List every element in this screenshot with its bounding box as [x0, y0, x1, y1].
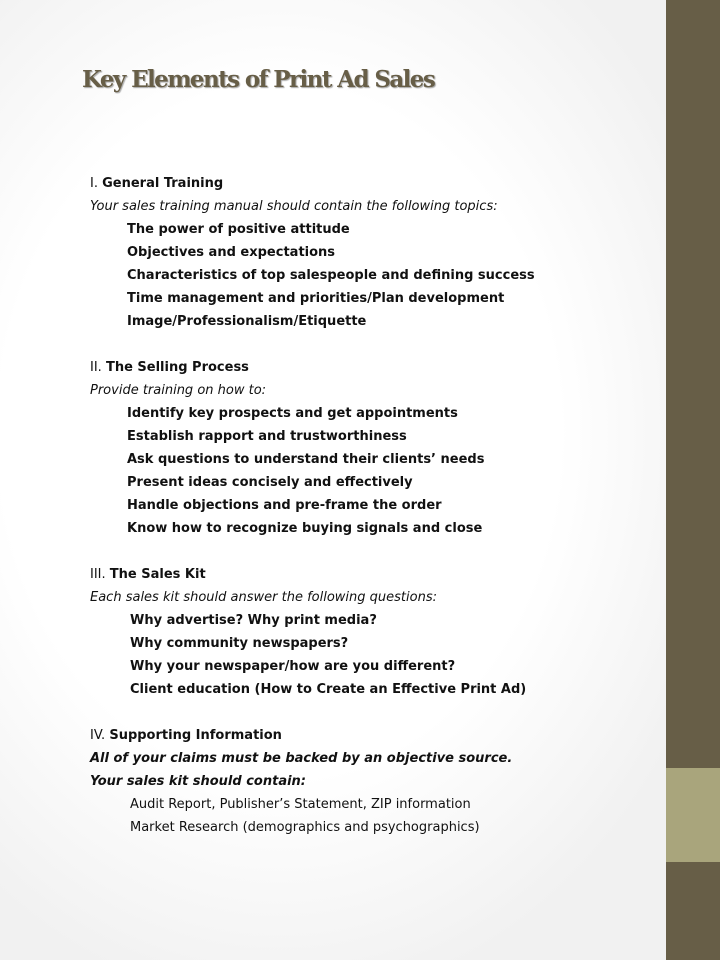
- section-intro: Each sales kit should answer the following questions:: [90, 590, 437, 605]
- section-number: IV.: [90, 728, 106, 743]
- section-heading: [90, 563, 650, 586]
- section-intro: Your sales kit should contain:: [90, 774, 307, 789]
- list-item: Why community newspapers?: [130, 636, 349, 651]
- list-item: Characteristics of top salespeople and defining success: [127, 268, 535, 283]
- section-heading: [90, 172, 650, 195]
- section-heading: [90, 724, 650, 747]
- section-label: Supporting Information: [109, 728, 282, 743]
- list-item: Know how to recognize buying signals and close: [127, 521, 483, 536]
- spacer: [90, 333, 650, 356]
- slide-content: [90, 172, 650, 839]
- section-label: General Training: [102, 176, 224, 191]
- list-item: Ask questions to understand their clients’ needs: [127, 452, 485, 467]
- list-item: The power of positive attitude: [127, 222, 350, 237]
- sidebar-accent-block: [666, 768, 720, 862]
- list-item: Identify key prospects and get appointments: [127, 406, 458, 421]
- spacer: [90, 540, 650, 563]
- list-item: Objectives and expectations: [127, 245, 336, 260]
- list-item: Market Research (demographics and psychographics): [130, 820, 480, 835]
- slide-title: Key Elements of Print Ad Sales: [82, 66, 435, 93]
- list-item: Why your newspaper/how are you different?: [130, 659, 456, 674]
- list-item: Client education (How to Create an Effective Print Ad): [130, 682, 527, 697]
- list-item: Image/Professionalism/Etiquette: [127, 314, 367, 329]
- list-item: Time management and priorities/Plan development: [127, 291, 505, 306]
- section-number: I.: [90, 176, 98, 191]
- list-item: Audit Report, Publisher’s Statement, ZIP information: [130, 797, 471, 812]
- section-label: The Sales Kit: [109, 567, 206, 582]
- section-label: The Selling Process: [105, 360, 249, 375]
- section-intro: Your sales training manual should contain the following topics:: [90, 199, 498, 214]
- list-item: Establish rapport and trustworthiness: [127, 429, 407, 444]
- list-item: Handle objections and pre-frame the order: [127, 498, 442, 513]
- section-number: III.: [90, 567, 106, 582]
- list-item: Present ideas concisely and effectively: [127, 475, 413, 490]
- section-number: II.: [90, 360, 102, 375]
- section-intro: Provide training on how to:: [90, 383, 267, 398]
- list-item: Why advertise? Why print media?: [130, 613, 377, 628]
- section-intro: All of your claims must be backed by an objective source.: [90, 751, 513, 766]
- section-heading: [90, 356, 650, 379]
- spacer: [90, 701, 650, 724]
